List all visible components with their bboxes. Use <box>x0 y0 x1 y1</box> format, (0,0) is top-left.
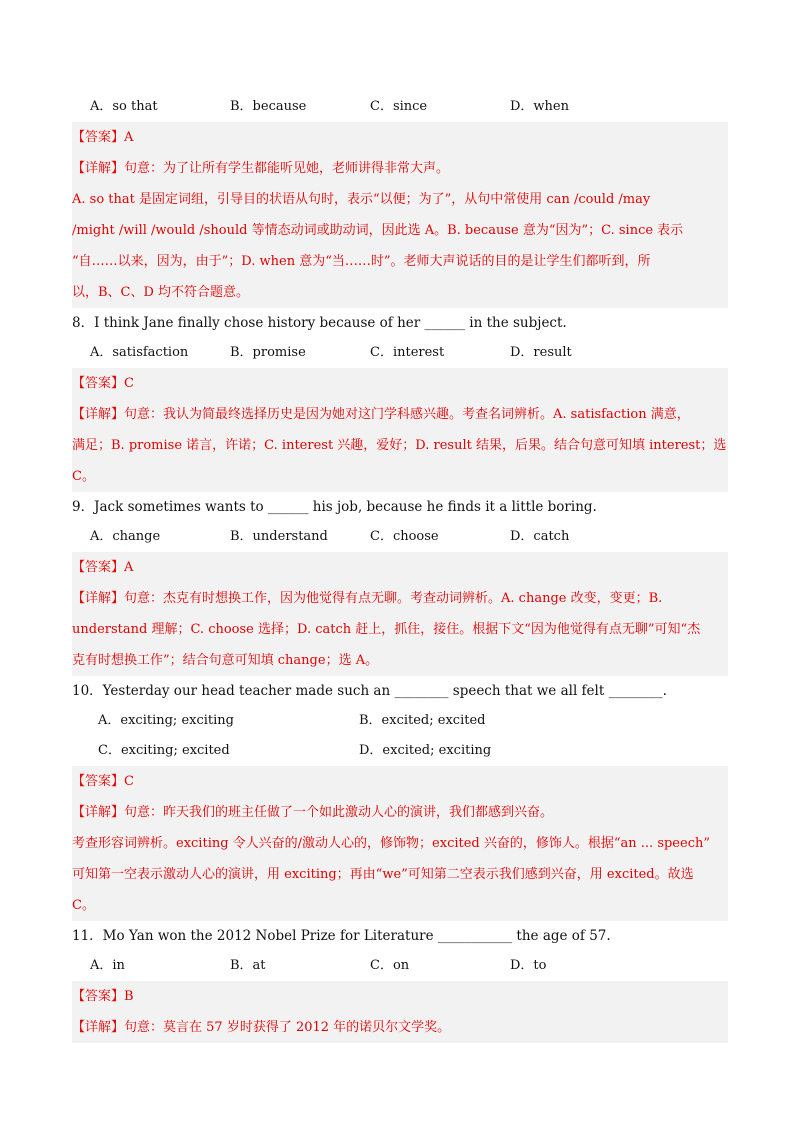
q7-detail-line-4: “自……以来，因为，由于”；D. when 意为“当……时”。老师大声说话的目的是让学生们都听到，所 <box>72 254 651 269</box>
q7-option-a: A．so that <box>90 99 158 114</box>
q9-detail-line-2: understand 理解；C. choose 选择；D. catch 赶上，抓住，接住。根据下文“因为他觉得有点无聊”可知“杰 <box>72 622 701 637</box>
q9-answer <box>72 552 722 583</box>
answer-value: C <box>124 774 134 789</box>
q10-detail-line-3: 可知第一空表示激动人心的演讲，用 exciting；再由“we”可知第二空表示我们感到兴奋，用 excited。故选 <box>72 867 694 882</box>
q11-answer <box>72 981 722 1012</box>
q10-stem: 10．Yesterday our head teacher made such an ________ speech that we all felt ________. <box>72 683 667 699</box>
detail-text: 句意：莫言在 57 岁时获得了 2012 年的诺贝尔文学奖。 <box>124 1020 451 1035</box>
q8-options <box>72 338 728 368</box>
q10-options-row-2 <box>72 736 728 766</box>
q10-detail-line-1 <box>72 797 722 828</box>
q10-detail-line-4: C。 <box>72 898 95 913</box>
answer-label: 【答案】 <box>72 560 125 575</box>
q8-answer-box <box>72 368 728 492</box>
q8-option-a: A．satisfaction <box>90 345 189 360</box>
answer-value: A <box>124 130 134 145</box>
answer-value: B <box>124 989 134 1004</box>
q11-option-d: D．to <box>510 958 547 973</box>
q10-answer-box <box>72 766 728 921</box>
q9-option-c: C．choose <box>370 529 439 544</box>
q8-option-c: C．interest <box>370 345 445 360</box>
q9-option-d: D．catch <box>510 529 570 544</box>
q11-option-a: A．in <box>90 958 125 973</box>
q7-option-c: C．since <box>370 99 428 114</box>
detail-label: 【详解】 <box>72 1020 125 1035</box>
q9-option-a: A．change <box>90 529 161 544</box>
q11-option-b: B．at <box>230 958 266 973</box>
q10-detail-line-2: 考查形容词辨析。exciting 令人兴奋的/激动人心的，修饰物；excited 兴奋的，修饰人。根据“an ... speech” <box>72 836 710 851</box>
answer-label: 【答案】 <box>72 774 125 789</box>
q8-detail-line-2: 满足；B. promise 诺言，许诺；C. interest 兴趣，爱好；D. result 结果，后果。结合句意可知填 interest；选 <box>72 438 727 453</box>
answer-label: 【答案】 <box>72 376 125 391</box>
q10-answer <box>72 766 722 797</box>
detail-text: 句意：杰克有时想换工作，因为他觉得有点无聊。考查动词辨析。A. change 改变，变更；B. <box>124 591 663 606</box>
q7-answer <box>72 122 722 153</box>
detail-label: 【详解】 <box>72 591 125 606</box>
detail-text: 句意：我认为简最终选择历史是因为她对这门学科感兴趣。考查名词辨析。A. satisfaction 满意， <box>124 407 690 422</box>
q11-options <box>72 951 728 981</box>
q8-option-d: D．result <box>510 345 572 360</box>
q8-answer <box>72 368 722 399</box>
q9-detail-line-3: 克有时想换工作”；结合句意可知填 change；选 A。 <box>72 653 379 668</box>
q11-answer-box <box>72 981 728 1043</box>
answer-value: A <box>124 560 134 575</box>
q9-answer-box <box>72 552 728 676</box>
q7-answer-box <box>72 122 728 308</box>
q9-stem: 9．Jack sometimes wants to ______ his job, because he finds it a little boring. <box>72 499 597 515</box>
q8-detail-line-3: C。 <box>72 469 95 484</box>
q7-options <box>72 92 728 122</box>
q9-option-b: B．understand <box>230 529 328 544</box>
q10-option-b: B．excited; excited <box>359 713 486 728</box>
q9-options <box>72 522 728 552</box>
q11-stem: 11．Mo Yan won the 2012 Nobel Prize for Literature ___________ the age of 57. <box>72 928 611 944</box>
q11-option-c: C．on <box>370 958 410 973</box>
q7-option-b: B．because <box>230 99 307 114</box>
q10-options-row-1 <box>72 706 728 736</box>
q7-detail-line-1 <box>72 153 722 184</box>
q10-option-a: A．exciting; exciting <box>98 713 234 728</box>
detail-label: 【详解】 <box>72 407 125 422</box>
q11-detail-line-1 <box>72 1012 722 1043</box>
q8-detail-line-1 <box>72 399 722 430</box>
q8-option-b: B．promise <box>230 345 306 360</box>
q8-stem: 8．I think Jane finally chose history because of her ______ in the subject. <box>72 315 567 331</box>
worksheet-page <box>72 92 728 1043</box>
q9-detail-line-1 <box>72 583 722 614</box>
q10-option-d: D．excited; exciting <box>359 743 492 758</box>
detail-text: 句意：为了让所有学生都能听见她，老师讲得非常大声。 <box>124 161 450 176</box>
q7-option-d: D．when <box>510 99 569 114</box>
q7-detail-line-5: 以，B、C、D 均不符合题意。 <box>72 285 250 300</box>
answer-value: C <box>124 376 134 391</box>
q7-detail-line-3: /might /will /would /should 等情态动词或助动词，因此选 A。B. because 意为“因为”；C. since 表示 <box>72 223 684 238</box>
q7-detail-line-2: A. so that 是固定词组，引导目的状语从句时，表示“以便；为了”，从句中常使用 can /could /may <box>72 192 651 207</box>
q10-option-c: C．exciting; excited <box>98 743 230 758</box>
answer-label: 【答案】 <box>72 130 125 145</box>
detail-label: 【详解】 <box>72 805 125 820</box>
answer-label: 【答案】 <box>72 989 125 1004</box>
detail-label: 【详解】 <box>72 161 125 176</box>
detail-text: 句意：昨天我们的班主任做了一个如此激动人心的演讲，我们都感到兴奋。 <box>124 805 554 820</box>
